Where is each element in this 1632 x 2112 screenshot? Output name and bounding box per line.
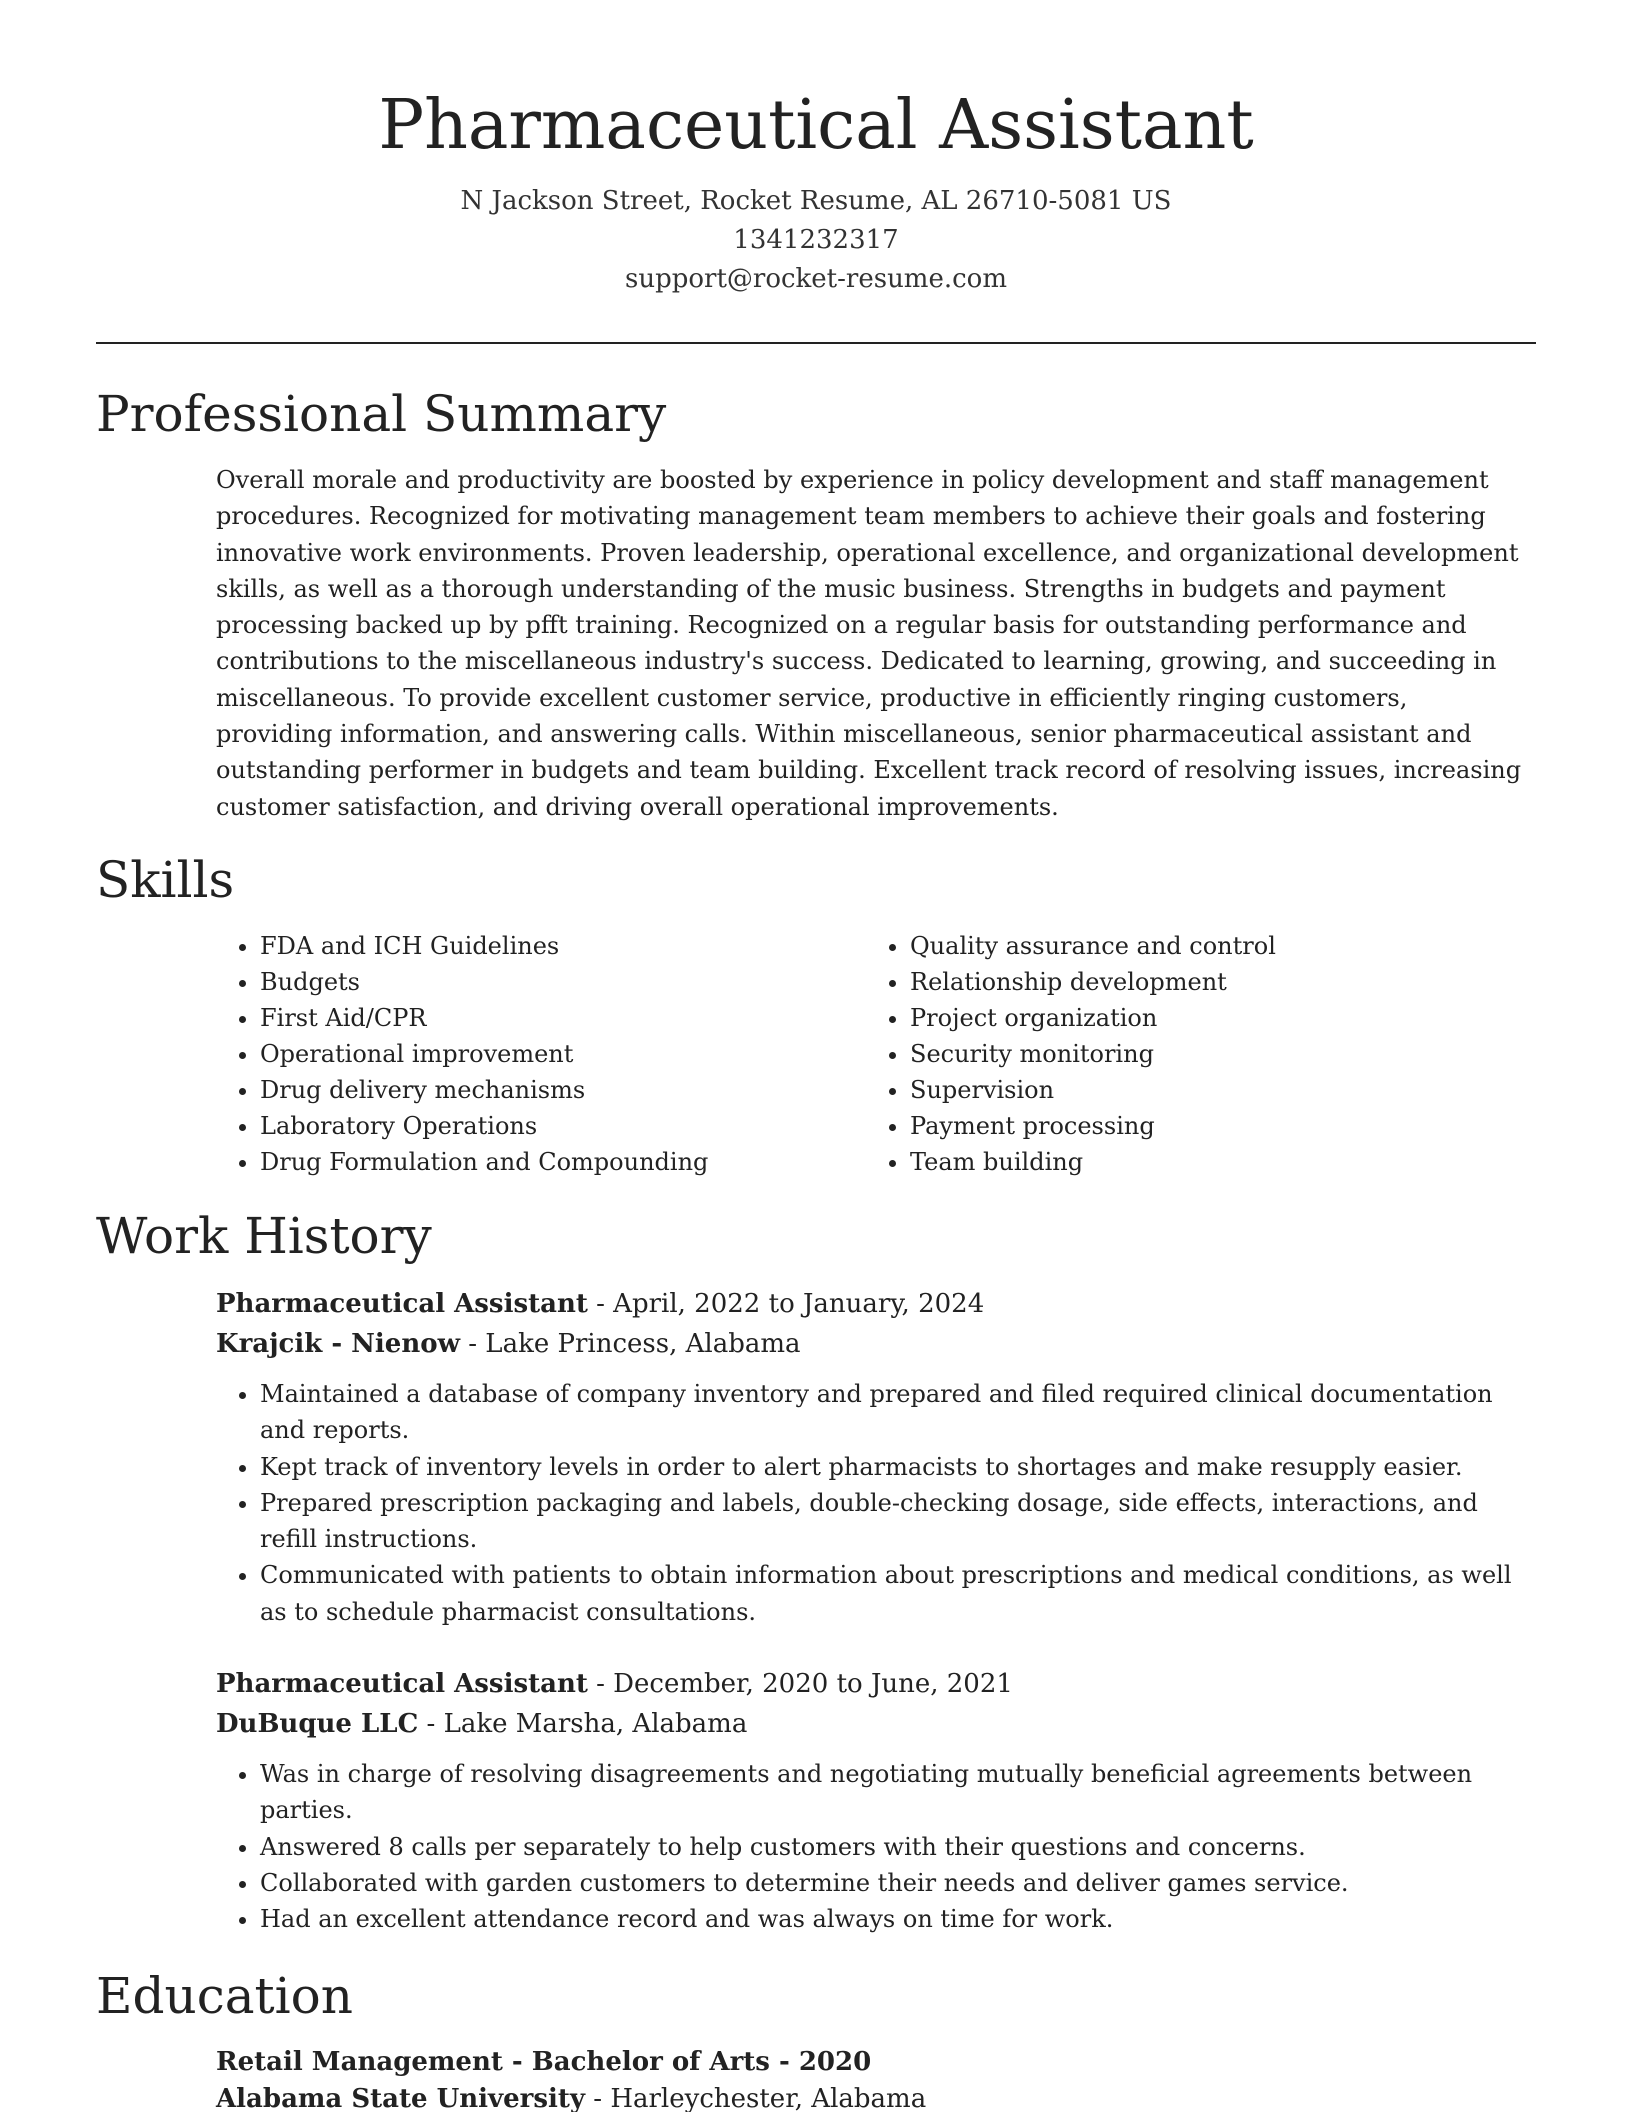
skill-item: • Project organization	[910, 1000, 1486, 1036]
job-bullet: • Maintained a database of company inventory and prepared and filed required clinical documentation and reports.	[260, 1376, 1528, 1449]
job-location: - Lake Marsha, Alabama	[418, 1709, 748, 1739]
resume-header	[0, 78, 1632, 299]
skill-item: • Budgets	[260, 964, 836, 1000]
job-bullet: • Collaborated with garden customers to determine their needs and deliver games service.	[260, 1865, 1528, 1901]
job-company: DuBuque LLC	[216, 1709, 419, 1739]
skill-item: • Team building	[910, 1144, 1486, 1180]
job-bullet: • Had an excellent attendance record and was always on time for work.	[260, 1901, 1528, 1937]
summary-heading: Professional Summary	[96, 385, 667, 443]
skill-item: • First Aid/CPR	[260, 1000, 836, 1036]
skills-left-column	[216, 928, 836, 1180]
skill-item: • Security monitoring	[910, 1036, 1486, 1072]
education-degree-text: Retail Management - Bachelor of Arts - 2020	[216, 2047, 872, 2077]
job-title-line	[216, 1664, 1528, 1704]
job-bullet: • Kept track of inventory levels in order to alert pharmacists to shortages and make resupply easier.	[260, 1449, 1528, 1485]
skills-heading: Skills	[96, 851, 235, 909]
job-role: Pharmaceutical Assistant	[216, 1669, 588, 1699]
skill-item: • Operational improvement	[260, 1036, 836, 1072]
skill-item: • Drug delivery mechanisms	[260, 1072, 836, 1108]
address: N Jackson Street, Rocket Resume, AL 26710-5081 US	[460, 186, 1172, 216]
skill-item: • FDA and ICH Guidelines	[260, 928, 836, 964]
job-bullet: • Was in charge of resolving disagreements and negotiating mutually beneficial agreements between parties.	[260, 1756, 1528, 1829]
job-company-line	[216, 1704, 1528, 1744]
job-bullet: • Prepared prescription packaging and labels, double-checking dosage, side effects, interactions, and refill instructions.	[260, 1485, 1528, 1558]
work-heading: Work History	[96, 1207, 432, 1265]
education-degree	[216, 2044, 1528, 2081]
skill-item: • Relationship development	[910, 964, 1486, 1000]
job-dates: - April, 2022 to January, 2024	[587, 1289, 985, 1319]
email: support@rocket-resume.com	[624, 264, 1007, 294]
education-entry	[216, 2044, 1528, 2112]
job-company-line	[216, 1324, 1528, 1364]
skill-item: • Laboratory Operations	[260, 1108, 836, 1144]
skills-right-column	[866, 928, 1486, 1180]
job-entry	[216, 1664, 1528, 1937]
job-location: - Lake Princess, Alabama	[459, 1329, 801, 1359]
job-bullet: • Answered 8 calls per separately to help customers with their questions and concerns.	[260, 1829, 1528, 1865]
job-title-line	[216, 1284, 1528, 1324]
header-divider	[96, 342, 1536, 344]
candidate-name: Pharmaceutical Assistant	[378, 86, 1254, 165]
job-bullet: • Communicated with patients to obtain information about prescriptions and medical conditions, as well as to schedule pharmacist consultations.	[260, 1557, 1528, 1630]
skill-item: • Payment processing	[910, 1108, 1486, 1144]
skill-item: • Supervision	[910, 1072, 1486, 1108]
job-role: Pharmaceutical Assistant	[216, 1289, 588, 1319]
phone: 1341232317	[733, 225, 899, 255]
skill-item: • Quality assurance and control	[910, 928, 1486, 964]
education-school: Alabama State University	[216, 2084, 586, 2112]
education-school-line	[216, 2081, 1528, 2112]
education-location: - Harleychester, Alabama	[585, 2084, 927, 2112]
skill-item: • Drug Formulation and Compounding	[260, 1144, 836, 1180]
job-company: Krajcik - Nienow	[216, 1329, 460, 1359]
job-dates: - December, 2020 to June, 2021	[587, 1669, 1013, 1699]
job-entry	[216, 1284, 1528, 1630]
education-heading: Education	[96, 1967, 353, 2025]
summary-text: Overall morale and productivity are boosted by experience in policy development and staff management procedures. Recognized for motivating management team members to achieve their goals and fostering innovative work environments. Proven leadership, operational excellence, and organizational development skills, as well as a thorough understanding of the music business. Strengths in budgets and payment processing backed up by pfft training. Recognized on a regular basis for outstanding performance and contributions to the miscellaneous industry's success. Dedicated to learning, growing, and succeeding in miscellaneous. To provide excellent customer service, productive in efficiently ringing customers, providing information, and answering calls. Within miscellaneous, senior pharmaceutical assistant and outstanding performer in budgets and team building. Excellent track record of resolving issues, increasing customer satisfaction, and driving overall operational improvements.	[216, 466, 1522, 821]
